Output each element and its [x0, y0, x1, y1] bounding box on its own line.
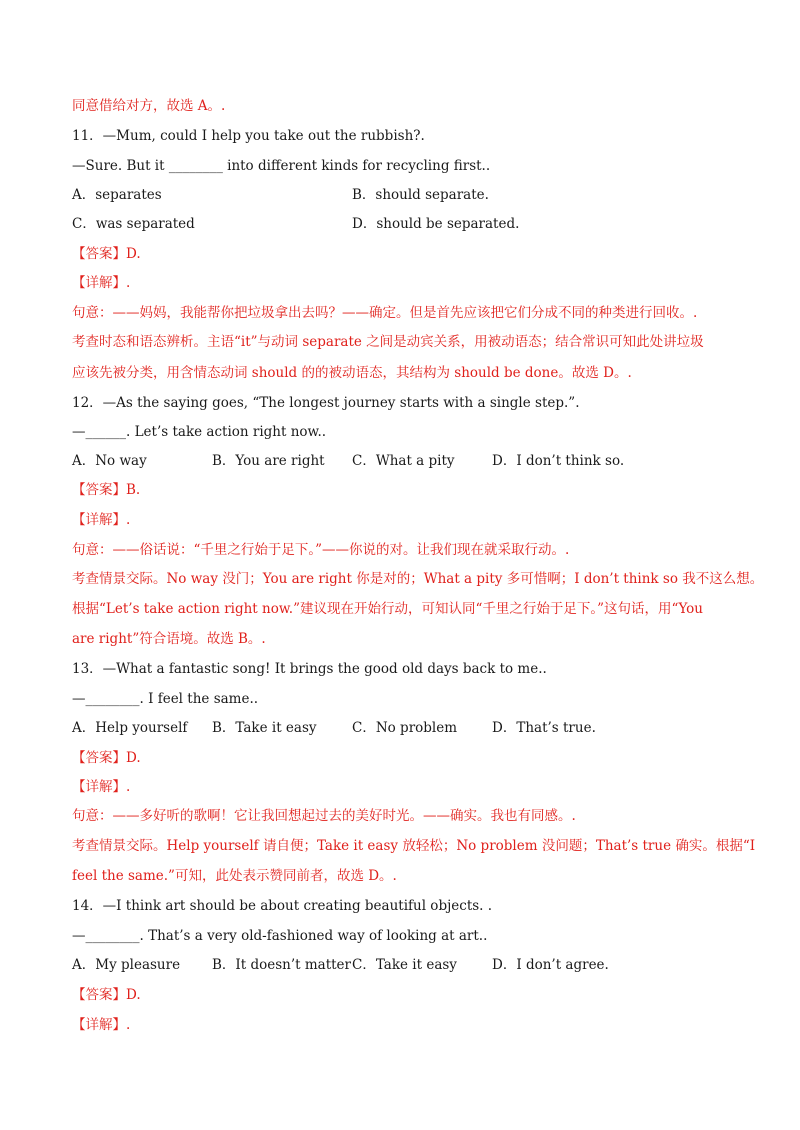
q11-option-c: C．was separated — [72, 216, 195, 232]
q12-explain-3: 根据“Let’s take action right now.”建议现在开始行动，可知认同“千里之行始于足下。”这句话，用“You — [72, 601, 703, 617]
q11-answer: 【答案】D. — [72, 246, 141, 262]
q12-explain-1: 句意：——俗话说：“千里之行始于足下。”——你说的对。让我们现在就采取行动。. — [72, 542, 570, 558]
q14-option-a: A．My pleasure — [72, 957, 181, 973]
q12-answer: 【答案】B. — [72, 482, 141, 498]
question-11-stem: 11．—Mum, could I help you take out the rubbish?. — [72, 128, 425, 144]
q11-explain-2: 考查时态和语态辨析。主语“it”与动词 separate 之间是动宾关系，用被动语态；结合常识可知此处讲垃圾 — [72, 334, 704, 350]
q12-explain-4: are right”符合语境。故选 B。. — [72, 631, 266, 647]
q13-answer: 【答案】D. — [72, 750, 141, 766]
question-13-stem: 13．—What a fantastic song! It brings the good old days back to me.. — [72, 661, 547, 677]
q13-option-d: D．That’s true. — [492, 720, 596, 736]
question-14-stem: 14．—I think art should be about creating beautiful objects. . — [72, 898, 493, 914]
question-13-reply: —________. I feel the same.. — [72, 691, 259, 707]
q14-option-c: C．Take it easy — [352, 957, 457, 973]
q13-explain-2: 考查情景交际。Help yourself 请自便；Take it easy 放轻松；No problem 没问题；That’s true 确实。根据“I — [72, 838, 756, 854]
q13-explain-3: feel the same.”可知，此处表示赞同前者，故选 D。. — [72, 868, 397, 884]
q12-option-c: C．What a pity — [352, 453, 455, 469]
q11-option-a: A．separates — [72, 187, 162, 203]
q11-option-d: D．should be separated. — [352, 216, 520, 232]
question-12-stem: 12．—As the saying goes, “The longest journey starts with a single step.”. — [72, 395, 580, 411]
q14-detail-label: 【详解】. — [72, 1017, 131, 1033]
q11-option-b: B．should separate. — [352, 187, 489, 203]
q12-detail-label: 【详解】. — [72, 512, 131, 528]
q13-explain-1: 句意：——多好听的歌啊！它让我回想起过去的美好时光。——确实。我也有同感。. — [72, 808, 576, 824]
question-12-reply: —______. Let’s take action right now.. — [72, 424, 327, 440]
q12-option-d: D．I don’t think so. — [492, 453, 625, 469]
q14-option-d: D．I don’t agree. — [492, 957, 609, 973]
q13-detail-label: 【详解】. — [72, 779, 131, 795]
q12-option-a: A．No way — [72, 453, 147, 469]
q12-option-b: B．You are right — [212, 453, 325, 469]
q12-explain-2: 考查情景交际。No way 没门；You are right 你是对的；What a pity 多可惜啊；I don’t think so 我不这么想。 — [72, 571, 764, 587]
q11-explain-1: 句意：——妈妈，我能帮你把垃圾拿出去吗？——确定。但是首先应该把它们分成不同的种类进行回收。. — [72, 305, 698, 321]
q11-explain-3: 应该先被分类，用含情态动词 should 的的被动语态，其结构为 should be done。故选 D。. — [72, 365, 632, 381]
q11-detail-label: 【详解】. — [72, 275, 131, 291]
q13-option-c: C．No problem — [352, 720, 458, 736]
q14-option-b: B．It doesn’t matter — [212, 957, 352, 973]
q13-option-b: B．Take it easy — [212, 720, 317, 736]
question-14-reply: —________. That’s a very old-fashioned way of looking at art.. — [72, 928, 488, 944]
carryover-text: 同意借给对方，故选 A。. — [72, 98, 226, 114]
q14-answer: 【答案】D. — [72, 987, 141, 1003]
question-11-reply: —Sure. But it ________ into different kinds for recycling first.. — [72, 158, 491, 174]
q13-option-a: A．Help yourself — [72, 720, 188, 736]
